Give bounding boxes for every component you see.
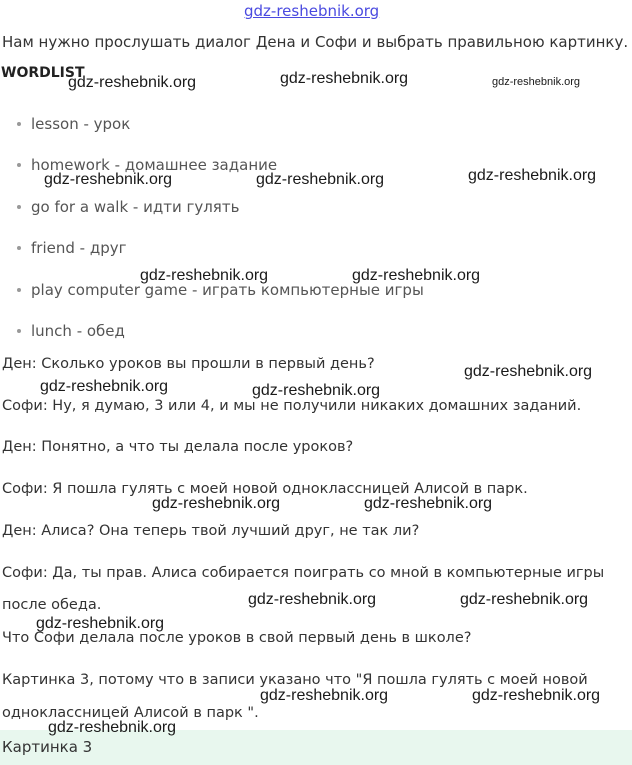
watermark: gdz-reshebnik.org <box>460 591 589 608</box>
bullet-icon <box>17 205 21 209</box>
dialog-line: Ден: Алиса? Она теперь твой лучший друг, не так ли? <box>2 523 420 539</box>
header-link[interactable]: gdz-reshebnik.org <box>244 2 380 20</box>
dialog-line: Софи: Ну, я думаю, 3 или 4, и мы не получили никаких домашних заданий. <box>2 398 582 414</box>
watermark: gdz-reshebnik.org <box>468 167 597 184</box>
watermark: gdz-reshebnik.org <box>40 378 169 395</box>
answer-text: Картинка 3 <box>2 738 93 756</box>
explanation-line: одноклассницей Алисой в парк ". <box>2 705 259 721</box>
bullet-icon <box>17 163 21 167</box>
watermark: gdz-reshebnik.org <box>464 363 593 380</box>
wordlist-item: lunch - обед <box>17 322 125 340</box>
watermark: gdz-reshebnik.org <box>252 382 381 399</box>
bullet-icon <box>17 329 21 333</box>
watermark: gdz-reshebnik.org <box>256 171 385 188</box>
watermark: gdz-reshebnik.org <box>36 615 165 632</box>
dialog-line: Софи: Я пошла гулять с моей новой одноклассницей Алисой в парк. <box>2 481 528 497</box>
wordlist-title: WORDLIST <box>1 65 85 81</box>
wordlist-item: homework - домашнее задание <box>17 156 277 174</box>
bullet-icon <box>17 122 21 126</box>
bullet-icon <box>17 288 21 292</box>
watermark: gdz-reshebnik.org <box>44 171 173 188</box>
watermark: gdz-reshebnik.org <box>140 267 269 284</box>
watermark: gdz-reshebnik.org <box>152 495 281 512</box>
watermark: gdz-reshebnik.org <box>364 495 493 512</box>
intro-text: Нам нужно прослушать диалог Дена и Софи и выбрать правильною картинку. <box>2 33 629 51</box>
wordlist-item: lesson - урок <box>17 115 130 133</box>
dialog-line: Ден: Сколько уроков вы прошли в первый день? <box>2 356 375 372</box>
dialog-line: после обеда. <box>2 597 102 613</box>
question-line: Что Софи делала после уроков в свой первый день в школе? <box>2 630 472 646</box>
dialog-line: Ден: Понятно, а что ты делала после уроков? <box>2 439 354 455</box>
watermark: gdz-reshebnik.org <box>472 687 601 704</box>
wordlist-item: go for a walk - идти гулять <box>17 198 239 216</box>
explanation-line: Картинка 3, потому что в записи указано что "Я пошла гулять с моей новой <box>2 672 588 688</box>
watermark: gdz-reshebnik.org <box>352 267 481 284</box>
watermark: gdz-reshebnik.org <box>48 719 177 736</box>
watermark: gdz-reshebnik.org <box>68 74 197 91</box>
wordlist-item: play computer game - играть компьютерные игры <box>17 281 424 299</box>
watermark: gdz-reshebnik.org <box>280 70 409 87</box>
dialog-line: Софи: Да, ты прав. Алиса собирается поиграть со мной в компьютерные игры <box>2 565 605 581</box>
watermark: gdz-reshebnik.org <box>248 591 377 608</box>
wordlist-item: friend - друг <box>17 239 126 257</box>
watermark: gdz-reshebnik.org <box>492 76 581 88</box>
watermark: gdz-reshebnik.org <box>260 687 389 704</box>
bullet-icon <box>17 246 21 250</box>
